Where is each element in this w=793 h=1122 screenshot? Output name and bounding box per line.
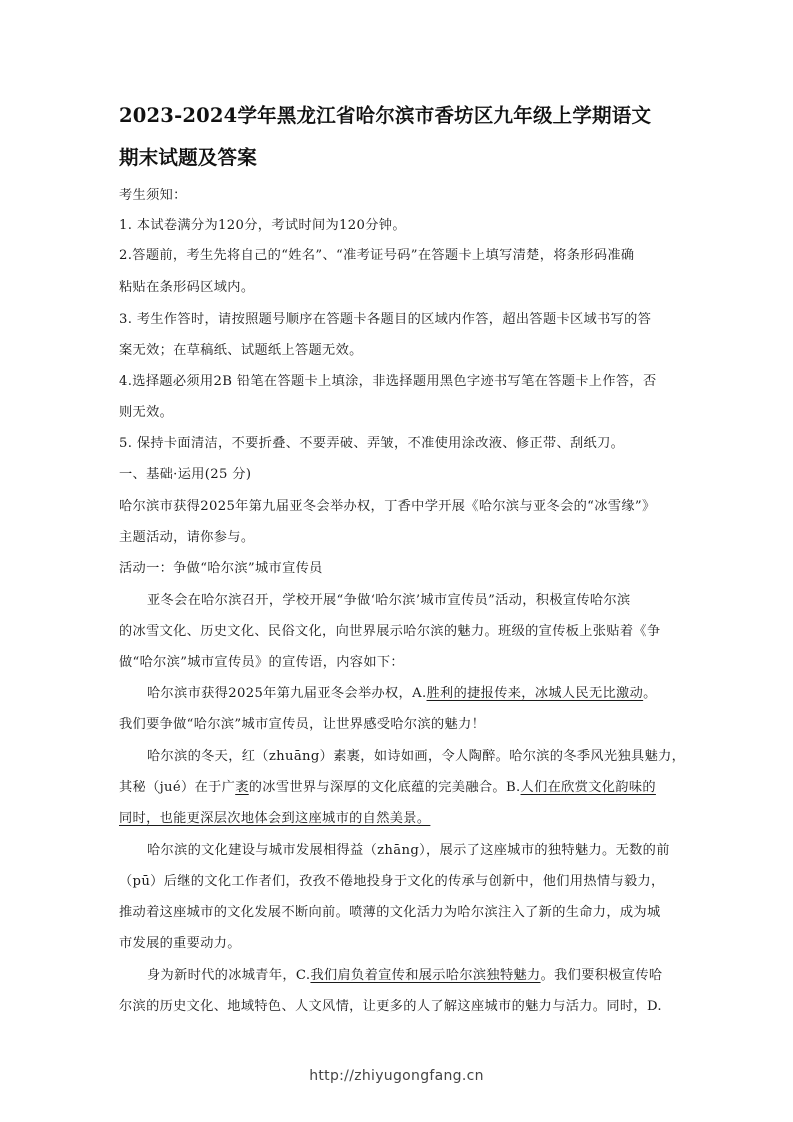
paragraph-line: 推动着这座城市的文化发展不断向前。喷薄的文化活力为哈尔滨注入了新的生命力，成为城 [119,905,661,920]
section-heading: 一、基础·运用(25 分) [119,467,252,482]
paragraph-line: 做“哈尔滨”城市宣传员》的宣传语，内容如下： [119,655,404,670]
notice-line: 粘贴在条形码区域内。 [119,280,255,295]
notice-line: 5. 保持卡面清洁，不要折叠、不要弄破、弄皱，不准使用涂改液、修正带、刮纸刀。 [119,436,625,451]
paragraph-line [147,684,679,704]
paragraph-line: （pū）后继的文化工作者们，孜孜不倦地投身于文化的传承与创新中，他们用热情与毅力， [119,874,665,889]
notice-line: 则无效。 [119,405,174,420]
paragraph-line: 哈尔滨的冬天，红（zhuāng）素裹，如诗如画，令人陶醉。哈尔滨的冬季风光独具魅力， [147,749,686,764]
paragraph-line [147,966,679,986]
text-run: 。 [643,686,657,701]
notice-line: 3. 考生作答时，请按照题号顺序在答题卡各题目的区域内作答，超出答题卡区域书写的答 [119,312,652,327]
intro-line: 主题活动，请你参与。 [119,530,255,545]
paragraph-line [119,809,679,829]
paragraph-line: 哈尔滨的文化建设与城市发展相得益（zhāng），展示了这座城市的独特魅力。无数的前 [147,843,670,858]
paragraph-line [119,778,679,798]
text-run: 的冰雪世界与深厚的文化底蕴的完美融合。B. [248,780,521,795]
text-run: 。我们要积极宣传哈 [540,968,663,983]
paragraph-line: 的冰雪文化、历史文化、民俗文化，向世界展示哈尔滨的魅力。班级的宣传板上张贴着《争 [119,624,661,639]
paragraph-line: 我们要争做“哈尔滨”城市宣传员，让世界感受哈尔滨的魅力！ [119,717,486,732]
notice-line: 4.选择题必须用2B 铅笔在答题卡上填涂，非选择题用黑色字迹书写笔在答题卡上作答，否 [119,374,657,389]
underlined-sentence-b: 人们在欣赏文化韵味的 [520,780,656,795]
paragraph-line: 亚冬会在哈尔滨召开，学校开展“争做‘哈尔滨’城市宣传员”活动，积极宣传哈尔滨 [147,593,631,608]
paragraph-line: 尔滨的历史文化、地域特色、人文风情，让更多的人了解这座城市的魅力与活力。同时，D. [119,999,662,1014]
notice-line: 1. 本试卷满分为120分，考试时间为120分钟。 [119,218,406,233]
text-run: 其秘（jué）在于广 [119,780,236,795]
intro-line: 哈尔滨市获得2025年第九届亚冬会举办权，丁香中学开展《哈尔滨与亚冬会的“冰雪缘”》 [119,499,656,514]
notice-heading: 考生须知： [119,188,187,203]
footer-url: http://zhiyugongfang.cn [309,1068,484,1084]
paragraph-line: 市发展的重要动力。 [119,936,241,951]
text-run: 哈尔滨市获得2025年第九届亚冬会举办权，A. [147,686,427,701]
notice-line: 2.答题前，考生先将自己的“姓名”、“准考证号码”在答题卡上填写清楚，将条形码准确 [119,248,635,263]
document-title-line-2: 期末试题及答案 [119,146,257,169]
document-title-line-1: 2023-2024学年黑龙江省哈尔滨市香坊区九年级上学期语文 [119,104,652,127]
underlined-character: 袤 [235,780,249,795]
text-run: 身为新时代的冰城青年，C. [147,968,311,983]
notice-line: 案无效；在草稿纸、试题纸上答题无效。 [119,343,363,358]
underlined-sentence-a: 胜利的捷报传来，冰城人民无比激动 [426,686,644,701]
activity-heading: 活动一：争做“哈尔滨”城市宣传员 [119,561,323,576]
underlined-sentence-c: 我们肩负着宣传和展示哈尔滨独特魅力 [310,968,541,983]
underlined-sentence-b-continued: 同时，也能更深层次地体会到这座城市的自然美景。 [119,811,431,826]
